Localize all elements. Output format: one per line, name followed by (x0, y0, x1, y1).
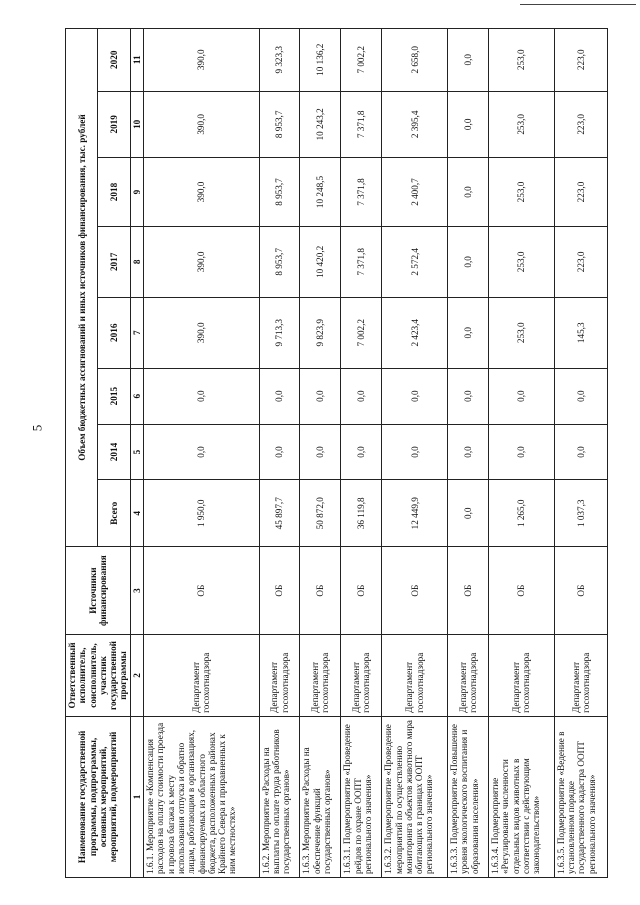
row-source: ОБ (554, 547, 607, 635)
header-year: 2020 (98, 29, 130, 92)
cell-2019: 223,0 (554, 91, 607, 158)
cell-2017: 2 572,4 (382, 226, 448, 297)
rotated-table-container (65, 28, 597, 878)
header-total: Всего (98, 480, 130, 547)
row-executor: Департамент госохотнадзора (448, 635, 489, 717)
row-source: ОБ (448, 547, 489, 635)
cell-total: 50 872,0 (300, 480, 341, 547)
top-border-line (520, 4, 636, 5)
cell-2019: 0,0 (448, 91, 489, 158)
cell-2016: 145,3 (554, 297, 607, 368)
header-row-1 (66, 29, 98, 878)
header-year: 2016 (98, 297, 130, 368)
cell-2014: 0,0 (300, 424, 341, 480)
cell-2018: 7 371,8 (341, 158, 382, 227)
cell-2020: 253,0 (488, 29, 554, 92)
cell-2020: 390,0 (144, 29, 260, 92)
cell-2016: 0,0 (448, 297, 489, 368)
cell-2016: 390,0 (144, 297, 260, 368)
row-executor: Департамент госохотнадзора (300, 635, 341, 717)
row-source: ОБ (144, 547, 260, 635)
cell-2017: 223,0 (554, 226, 607, 297)
table-row (300, 29, 341, 878)
header-executor: Ответственный исполнитель, соисполнитель, участник государственной программы (66, 635, 131, 717)
table-row (144, 29, 260, 878)
funding-table (65, 28, 608, 878)
cell-2017: 253,0 (488, 226, 554, 297)
row-name: 1.6.3.4. Подмероприятие «Регулирование численности отдельных видов животных в соответствии с действующим законодательством» (488, 716, 554, 877)
header-year: 2017 (98, 226, 130, 297)
row-name: 1.6.3.3. Подмероприятие «Повышение уровня экологического воспитания и образования населения» (448, 716, 489, 877)
cell-2016: 7 002,2 (341, 297, 382, 368)
cell-total: 1 037,3 (554, 480, 607, 547)
cell-2015: 0,0 (554, 368, 607, 424)
cell-2014: 0,0 (341, 424, 382, 480)
table-row (554, 29, 607, 878)
column-number: 3 (130, 547, 143, 635)
cell-2016: 2 423,4 (382, 297, 448, 368)
column-number: 2 (130, 635, 143, 717)
header-name: Наименование государственной программы, подпрограммы, основных мероприятий, мероприятий, подмероприятий (66, 716, 131, 877)
row-source: ОБ (259, 547, 300, 635)
cell-2018: 390,0 (144, 158, 260, 227)
cell-2014: 0,0 (382, 424, 448, 480)
cell-2019: 253,0 (488, 91, 554, 158)
cell-2020: 0,0 (448, 29, 489, 92)
column-number-row (130, 29, 143, 878)
column-number: 7 (130, 297, 143, 368)
cell-2017: 0,0 (448, 226, 489, 297)
cell-2015: 0,0 (341, 368, 382, 424)
row-name: 1.6.1. Мероприятие «Компенсация расходов на оплату стоимости проезда и провоза багажа к месту использования отпуска и обратно лицам, работающим в организациях, финансируемых из областного бюджета, расположенных в районах Крайнего Севера и приравненных к ним местностях» (144, 716, 260, 877)
page-number: 5 (29, 424, 45, 432)
cell-2017: 10 420,2 (300, 226, 341, 297)
cell-2015: 0,0 (259, 368, 300, 424)
cell-2015: 0,0 (448, 368, 489, 424)
cell-2018: 253,0 (488, 158, 554, 227)
cell-2016: 9 823,9 (300, 297, 341, 368)
cell-2017: 7 371,8 (341, 226, 382, 297)
column-number: 9 (130, 158, 143, 227)
cell-2015: 0,0 (382, 368, 448, 424)
cell-2020: 9 323,3 (259, 29, 300, 92)
cell-2016: 253,0 (488, 297, 554, 368)
row-source: ОБ (488, 547, 554, 635)
cell-2016: 9 713,3 (259, 297, 300, 368)
cell-total: 1 950,0 (144, 480, 260, 547)
table-row (259, 29, 300, 878)
row-name: 1.6.3. Мероприятие «Расходы на обеспечение функций государственных органов» (300, 716, 341, 877)
column-number: 6 (130, 368, 143, 424)
table-row (488, 29, 554, 878)
cell-2015: 0,0 (300, 368, 341, 424)
cell-2014: 0,0 (488, 424, 554, 480)
header-source: Источники финансирования (66, 547, 131, 635)
cell-total: 1 265,0 (488, 480, 554, 547)
row-executor: Департамент госохотнадзора (488, 635, 554, 717)
cell-2014: 0,0 (554, 424, 607, 480)
table-row (448, 29, 489, 878)
cell-2020: 7 002,2 (341, 29, 382, 92)
cell-2018: 2 400,7 (382, 158, 448, 227)
header-funding: Объем бюджетных ассигнований и иных источников финансирования, тыс. рублей (66, 29, 98, 547)
cell-2014: 0,0 (144, 424, 260, 480)
cell-2019: 390,0 (144, 91, 260, 158)
column-number: 4 (130, 480, 143, 547)
row-source: ОБ (341, 547, 382, 635)
row-name: 1.6.3.1. Подмероприятие «Проведение рейдов по охране ООПТ регионального значения» (341, 716, 382, 877)
row-executor: Департамент госохотнадзора (144, 635, 260, 717)
cell-2014: 0,0 (259, 424, 300, 480)
cell-2015: 0,0 (488, 368, 554, 424)
row-name: 1.6.3.2. Подмероприятие «Проведение мероприятий по осуществлению мониторинга объектов животного мира обитающих в границах ООПТ регионального значения» (382, 716, 448, 877)
column-number: 5 (130, 424, 143, 480)
cell-2020: 10 136,2 (300, 29, 341, 92)
cell-2015: 0,0 (144, 368, 260, 424)
cell-2018: 8 953,7 (259, 158, 300, 227)
cell-2017: 390,0 (144, 226, 260, 297)
cell-total: 45 897,7 (259, 480, 300, 547)
column-number: 1 (130, 716, 143, 877)
row-executor: Департамент госохотнадзора (259, 635, 300, 717)
row-name: 1.6.3.5. Подмероприятие «Ведение в установленном порядке государственного кадастра ООПТ регионального значения» (554, 716, 607, 877)
column-number: 11 (130, 29, 143, 92)
cell-2018: 10 248,5 (300, 158, 341, 227)
table-row (382, 29, 448, 878)
cell-total: 36 119,8 (341, 480, 382, 547)
cell-total: 0,0 (448, 480, 489, 547)
cell-2019: 7 371,8 (341, 91, 382, 158)
header-year: 2019 (98, 91, 130, 158)
cell-2019: 2 395,4 (382, 91, 448, 158)
row-source: ОБ (382, 547, 448, 635)
cell-2014: 0,0 (448, 424, 489, 480)
row-executor: Департамент госохотнадзора (554, 635, 607, 717)
cell-2018: 223,0 (554, 158, 607, 227)
cell-2020: 223,0 (554, 29, 607, 92)
column-number: 8 (130, 226, 143, 297)
row-executor: Департамент госохотнадзора (382, 635, 448, 717)
header-year: 2018 (98, 158, 130, 227)
header-year: 2015 (98, 368, 130, 424)
table-row (341, 29, 382, 878)
column-number: 10 (130, 91, 143, 158)
row-executor: Департамент госохотнадзора (341, 635, 382, 717)
row-name: 1.6.2. Мероприятие «Расходы на выплаты по оплате труда работников государственных органов» (259, 716, 300, 877)
cell-2018: 0,0 (448, 158, 489, 227)
cell-total: 12 449,9 (382, 480, 448, 547)
cell-2020: 2 658,0 (382, 29, 448, 92)
cell-2017: 8 953,7 (259, 226, 300, 297)
cell-2019: 10 243,2 (300, 91, 341, 158)
header-year: 2014 (98, 424, 130, 480)
table-body (144, 29, 608, 878)
cell-2019: 8 953,7 (259, 91, 300, 158)
row-source: ОБ (300, 547, 341, 635)
